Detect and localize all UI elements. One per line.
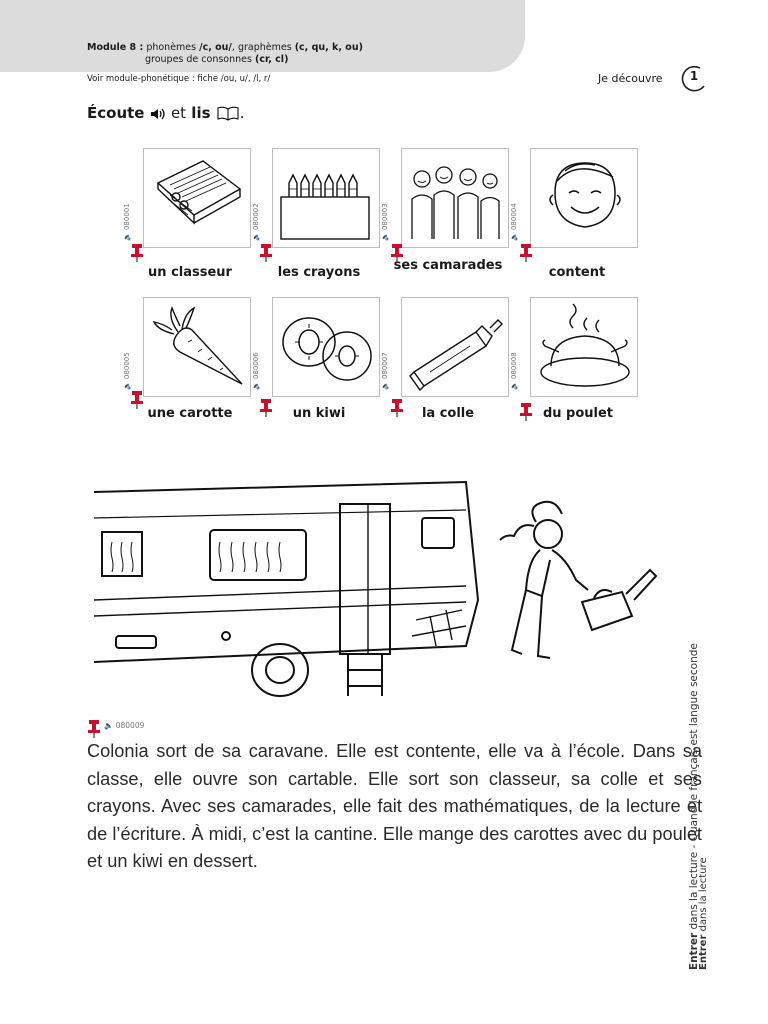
vocab-label: content: [548, 265, 606, 280]
card-code: 🔈 080008: [510, 352, 518, 390]
roast-chicken-illustration: [535, 302, 633, 392]
vocab-label: un classeur: [148, 265, 232, 280]
card-code: 🔈 080007: [381, 352, 389, 390]
instruction: [87, 104, 245, 122]
crayons-illustration: [277, 153, 375, 243]
module-subtitle: [145, 54, 288, 65]
card-content: [510, 148, 638, 248]
instruction-and: et: [170, 104, 187, 122]
vocab-label: un kiwi: [292, 406, 346, 421]
brand-bold-2: Entrer: [698, 934, 709, 970]
vocab-label: les crayons: [277, 265, 361, 280]
card-code: 🔈 080004: [510, 203, 518, 241]
groups-value: (cr, cl): [255, 54, 289, 65]
module-title: [87, 42, 363, 54]
carrot-illustration: [148, 302, 246, 392]
graphemes-label: , graphèmes: [231, 42, 292, 53]
card-code: 🔈 080002: [252, 203, 260, 241]
publisher-footer: [688, 643, 709, 970]
card-poulet: [510, 297, 638, 397]
story-code: 080009: [115, 721, 145, 730]
caravan-scene-illustration: [86, 470, 686, 702]
brand-rest-2: dans la lecture: [698, 857, 709, 932]
story-audio-code: 🔈 080009: [104, 721, 145, 730]
speaker-icon: [150, 107, 166, 121]
card-code: 🔈 080005: [123, 352, 131, 390]
brand-bold: Entrer: [688, 932, 700, 970]
book-icon: [216, 105, 240, 121]
glue-tube-illustration: [406, 302, 504, 392]
page-number: 1: [689, 69, 699, 83]
phonemes-label: phonèmes: [146, 42, 197, 53]
vocab-label: ses camarades: [393, 258, 503, 273]
card-carotte: [123, 297, 251, 397]
card-code: 🔈 080001: [123, 203, 131, 241]
vocab-label: une carotte: [147, 406, 233, 421]
phonetics-reference: Voir module-phonétique : fiche /ou, u/, /l, r/: [87, 74, 271, 84]
card-camarades: [381, 148, 509, 248]
instruction-read: lis: [191, 104, 211, 122]
module-prefix: Module 8 :: [87, 42, 144, 53]
card-code: 🔈 080006: [252, 352, 260, 390]
push-pin-icon: [259, 244, 273, 262]
page-number-badge: [680, 64, 708, 92]
graphemes-value: (c, qu, k, ou): [294, 42, 363, 53]
classmates-illustration: [406, 153, 504, 243]
kiwi-illustration: [277, 302, 375, 392]
happy-face-illustration: [535, 153, 633, 243]
section-title: Je découvre: [598, 72, 663, 85]
card-code: 🔈 080003: [381, 203, 389, 241]
card-classeur: [123, 148, 251, 248]
brand-rest: dans la lecture - Quand le français est langue seconde: [688, 643, 700, 930]
vocab-label: du poulet: [542, 406, 614, 421]
story-text: Colonia sort de sa caravane. Elle est contente, elle va à l’école. Dans sa classe, elle ouvre son cartable. Elle sort son classeur, sa colle et ses crayons. Avec ses camarades, elle fait des mathématiques, de la lecture et de l’écriture. À midi, c’est la cantine. Elle mange des carottes avec du poulet et un kiwi en dessert.: [87, 741, 702, 871]
push-pin-icon: [130, 244, 144, 262]
card-colle: [381, 297, 509, 397]
phonemes-value: /c, ou/: [199, 42, 232, 53]
push-pin-icon: [519, 244, 533, 262]
card-kiwi: [252, 297, 380, 397]
vocab-label: la colle: [421, 406, 475, 421]
instruction-listen: Écoute: [87, 104, 145, 122]
groups-label: groupes de consonnes: [145, 54, 252, 65]
instruction-period: .: [239, 104, 245, 122]
card-crayons: [252, 148, 380, 248]
binder-illustration: [148, 153, 246, 243]
